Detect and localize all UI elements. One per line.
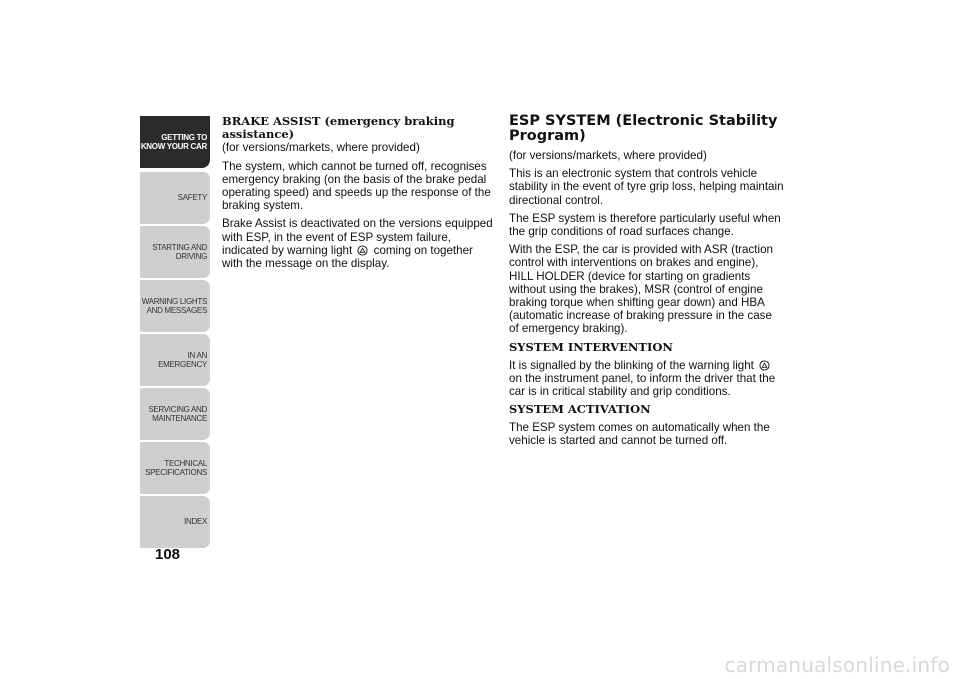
esp-warning-icon	[357, 245, 368, 256]
left-column	[222, 115, 494, 275]
right-column	[509, 114, 784, 453]
tab-getting-to-know-your-car[interactable]: GETTING TO KNOW YOUR CAR	[140, 116, 210, 168]
tab-starting-and-driving[interactable]: STARTING AND DRIVING	[140, 226, 210, 278]
esp-paragraph-4	[509, 359, 784, 399]
esp-paragraph-4b: on the instrument panel, to inform the driver that the car is in critical stability and grip conditions.	[509, 371, 776, 399]
brake-assist-paragraph-2b: coming on together with the message on the display.	[222, 243, 473, 271]
system-intervention-heading: SYSTEM INTERVENTION	[509, 339, 673, 354]
system-activation-heading: SYSTEM ACTIVATION	[509, 402, 651, 417]
brake-assist-paragraph-1: The system, which cannot be turned off, recognises emergency braking (on the basis of the brake pedal operating speed) and speeds up the response of the braking system.	[222, 159, 491, 213]
brake-assist-subtitle: (for versions/markets, where provided)	[222, 141, 420, 155]
tab-technical-specifications[interactable]: TECHNICAL SPECIFICATIONS	[140, 442, 210, 494]
brake-assist-title: BRAKE ASSIST (emergency braking assistance)	[222, 114, 455, 142]
esp-paragraph-1: This is an electronic system that controls vehicle stability in the event of tyre grip loss, helping maintain directional control.	[509, 167, 784, 207]
watermark: carmanualsonline.info	[724, 653, 950, 677]
tab-warning-lights[interactable]: WARNING LIGHTS AND MESSAGES	[140, 280, 210, 332]
esp-title: ESP SYSTEM (Electronic Stability Program)	[509, 113, 778, 144]
tab-in-an-emergency[interactable]: IN AN EMERGENCY	[140, 334, 210, 386]
tab-index[interactable]: INDEX	[140, 496, 210, 548]
esp-paragraph-2: The ESP system is therefore particularly useful when the grip conditions of road surfaces change.	[509, 211, 781, 239]
esp-paragraph-4a: It is signalled by the blinking of the warning light	[509, 358, 754, 372]
tab-safety[interactable]: SAFETY	[140, 172, 210, 224]
esp-warning-icon	[759, 360, 770, 371]
esp-paragraph-5: The ESP system comes on automatically when the vehicle is started and cannot be turned off.	[509, 421, 770, 448]
page-number: 108	[155, 546, 181, 563]
brake-assist-paragraph-2	[222, 217, 494, 270]
esp-subtitle: (for versions/markets, where provided)	[509, 149, 707, 162]
tab-servicing-and-maintenance[interactable]: SERVICING AND MAINTENANCE	[140, 388, 210, 440]
brake-assist-paragraph-2a: Brake Assist is deactivated on the versions equipped with ESP, in the event of ESP system failure, indicated by warning light	[222, 217, 493, 257]
esp-paragraph-3: With the ESP, the car is provided with ASR (traction control with interventions on brakes and engine), HILL HOLDER (device for starting on gradients without using the brakes), MSR (control of engine braking torque when shifting gear down) and HBA (automatic increase of braking pressure in the case of emergency braking).	[509, 243, 773, 336]
